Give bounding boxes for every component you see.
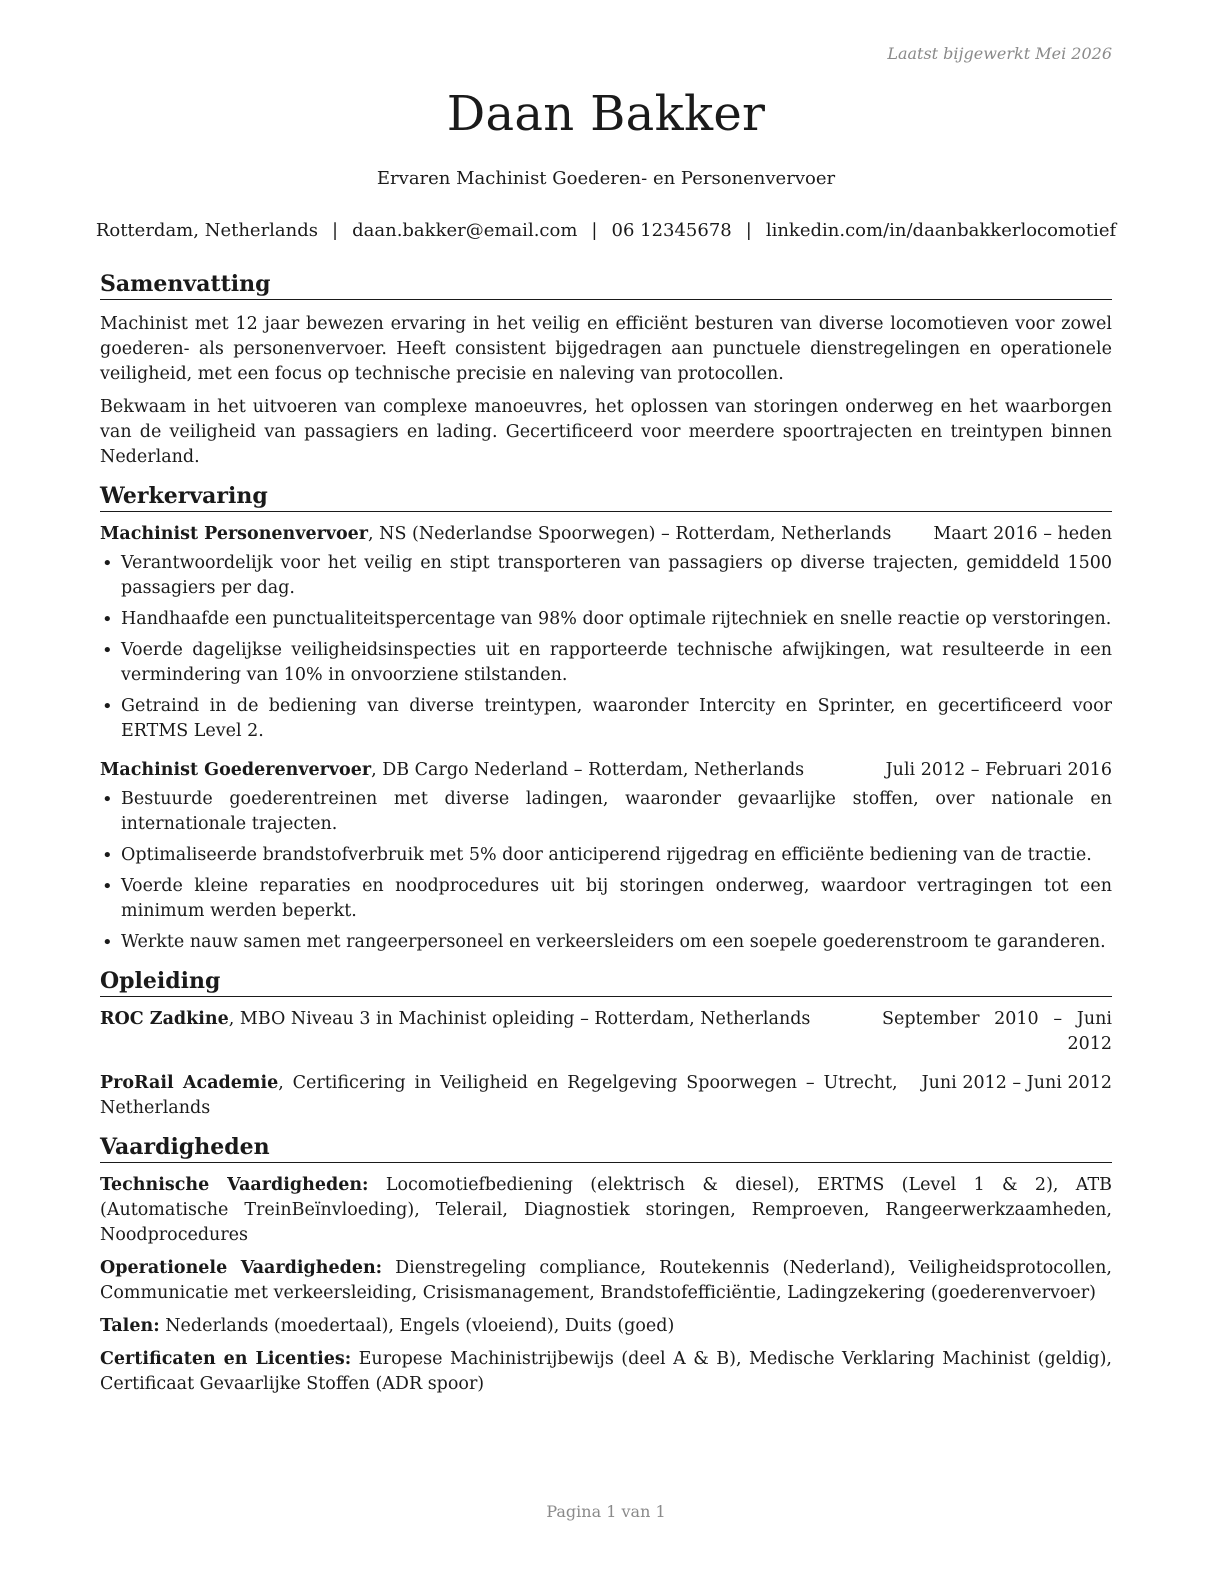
education-school: ROC Zadkine	[100, 1009, 229, 1029]
education-entry	[100, 1007, 1112, 1057]
skill-label: Operationele Vaardigheden:	[100, 1258, 383, 1278]
job-entry	[100, 522, 1112, 744]
candidate-headline: Ervaren Machinist Goederen- en Personenvervoer	[376, 168, 836, 189]
job-bullet: • Handhaafde een punctualiteitspercentage van 98% door optimale rijtechniek en snelle reactie op verstoringen.	[100, 607, 1112, 632]
job-bullet: • Getraind in de bediening van diverse treintypen, waaronder Intercity en Sprinter, en gecertificeerd voor ERTMS Level 2.	[100, 694, 1112, 744]
job-bullet: • Optimaliseerde brandstofverbruik met 5% door anticiperend rijgedrag en efficiënte bediening van de tractie.	[100, 843, 1112, 868]
candidate-name: Daan Bakker	[446, 86, 766, 142]
page-number: Pagina 1 van 1	[546, 1502, 666, 1521]
contact-email-link[interactable]: daan.bakker@email.com	[352, 220, 578, 241]
skill-line	[100, 1314, 1112, 1339]
summary-paragraph: Machinist met 12 jaar bewezen ervaring in het veilig en efficiënt besturen van diverse locomotieven voor zowel goederen- als personenvervoer. Heeft consistent bijgedragen aan punctuele dienstregelingen en operationele veiligheid, met een focus op technische precisie en naleving van protocollen.	[100, 314, 1112, 384]
job-bullet: • Voerde dagelijkse veiligheidsinspecties uit en rapporteerde technische afwijkingen, wat resulteerde in een vermindering van 10% in onvoorziene stilstanden.	[100, 638, 1112, 688]
summary-section	[100, 270, 1112, 470]
contact-linkedin-link[interactable]: linkedin.com/in/daanbakkerlocomotief	[765, 220, 1117, 241]
education-school: ProRail Academie	[100, 1073, 279, 1093]
contact-separator: |	[332, 220, 339, 241]
section-title-education: Opleiding	[100, 967, 1112, 997]
resume-content	[100, 270, 1112, 1409]
job-header	[100, 758, 1112, 783]
job-employer: , DB Cargo Nederland – Rotterdam, Netherlands	[371, 760, 805, 780]
skill-label: Certificaten en Licenties:	[100, 1349, 352, 1369]
contact-location: Rotterdam, Netherlands	[95, 220, 319, 241]
job-bullet: • Werkte nauw samen met rangeerpersoneel en verkeersleiders om een soepele goederenstroom te garanderen.	[100, 930, 1112, 955]
summary-paragraph: Bekwaam in het uitvoeren van complexe manoeuvres, het oplossen van storingen onderweg en het waarborgen van de veiligheid van passagiers en lading. Gecertificeerd voor meerdere spoortrajecten en treintypen binnen Nederland.	[100, 397, 1112, 467]
education-entry	[100, 1071, 1112, 1121]
education-title-line	[100, 1071, 922, 1121]
skill-line	[100, 1173, 1112, 1248]
job-header	[100, 522, 1112, 547]
skill-label: Technische Vaardigheden:	[100, 1175, 369, 1195]
resume-page	[95, 0, 1117, 1584]
job-dates: Juli 2012 – Februari 2016	[885, 760, 1112, 780]
skill-text: Europese Machinistrijbewijs (deel A & B), Medische Verklaring Machinist (geldig), Certificaat Gevaarlijke Stoffen (ADR spoor)	[100, 1349, 1112, 1394]
experience-section	[100, 482, 1112, 955]
skill-line	[100, 1256, 1112, 1306]
job-role: Machinist Goederenvervoer	[100, 760, 372, 780]
skill-label: Talen:	[100, 1316, 160, 1336]
job-bullet: • Verantwoordelijk voor het veilig en stipt transporteren van passagiers op diverse trajecten, gemiddeld 1500 passagiers per dag.	[100, 551, 1112, 601]
job-employer: , NS (Nederlandse Spoorwegen) – Rotterdam, Netherlands	[368, 524, 892, 544]
skill-text: Locomotiefbediening (elektrisch & diesel), ERTMS (Level 1 & 2), ATB (Automatische TreinBeïnvloeding), Telerail, Diagnostiek storingen, Remproeven, Rangeerwerkzaamheden, Noodprocedures	[100, 1175, 1112, 1245]
job-bullet: • Voerde kleine reparaties en noodprocedures uit bij storingen onderweg, waardoor vertragingen tot een minimum werden beperkt.	[100, 874, 1112, 924]
education-section	[100, 967, 1112, 1121]
job-bullet-list	[100, 551, 1112, 744]
skill-text: Nederlands (moedertaal), Engels (vloeiend), Duits (goed)	[159, 1316, 675, 1336]
section-title-summary: Samenvatting	[100, 270, 1112, 300]
job-title-line	[100, 522, 933, 547]
contact-separator: |	[745, 220, 752, 241]
job-dates: Maart 2016 – heden	[933, 524, 1112, 544]
job-entry	[100, 758, 1112, 955]
education-program: , Certificering in Veiligheid en Regelgeving Spoorwegen – Utrecht, Netherlands	[100, 1073, 898, 1118]
contact-line	[90, 220, 1122, 241]
education-program: , MBO Niveau 3 in Machinist opleiding – Rotterdam, Netherlands	[228, 1009, 811, 1029]
last-updated-note: Laatst bijgewerkt Mei 2026	[887, 44, 1112, 63]
section-title-skills: Vaardigheden	[100, 1133, 1112, 1163]
skill-text: Dienstregeling compliance, Routekennis (Nederland), Veiligheidsprotocollen, Communicatie met verkeersleiding, Crisismanagement, Brandstofefficiëntie, Ladingzekering (goederenvervoer)	[100, 1258, 1112, 1303]
job-role: Machinist Personenvervoer	[100, 524, 369, 544]
job-bullet-list	[100, 787, 1112, 955]
job-title-line	[100, 758, 886, 783]
section-title-experience: Werkervaring	[100, 482, 1112, 512]
contact-phone: 06 12345678	[611, 220, 732, 241]
skills-section	[100, 1133, 1112, 1397]
job-bullet: • Bestuurde goederentreinen met diverse ladingen, waaronder gevaarlijke stoffen, over nationale en internationale trajecten.	[100, 787, 1112, 837]
contact-separator: |	[591, 220, 598, 241]
education-dates: September 2010 – Juni 2012	[882, 1009, 1112, 1054]
education-dates: Juni 2012 – Juni 2012	[921, 1073, 1112, 1093]
education-header	[100, 1007, 1112, 1057]
education-title-line	[100, 1007, 882, 1032]
skill-line	[100, 1347, 1112, 1397]
education-header	[100, 1071, 1112, 1121]
